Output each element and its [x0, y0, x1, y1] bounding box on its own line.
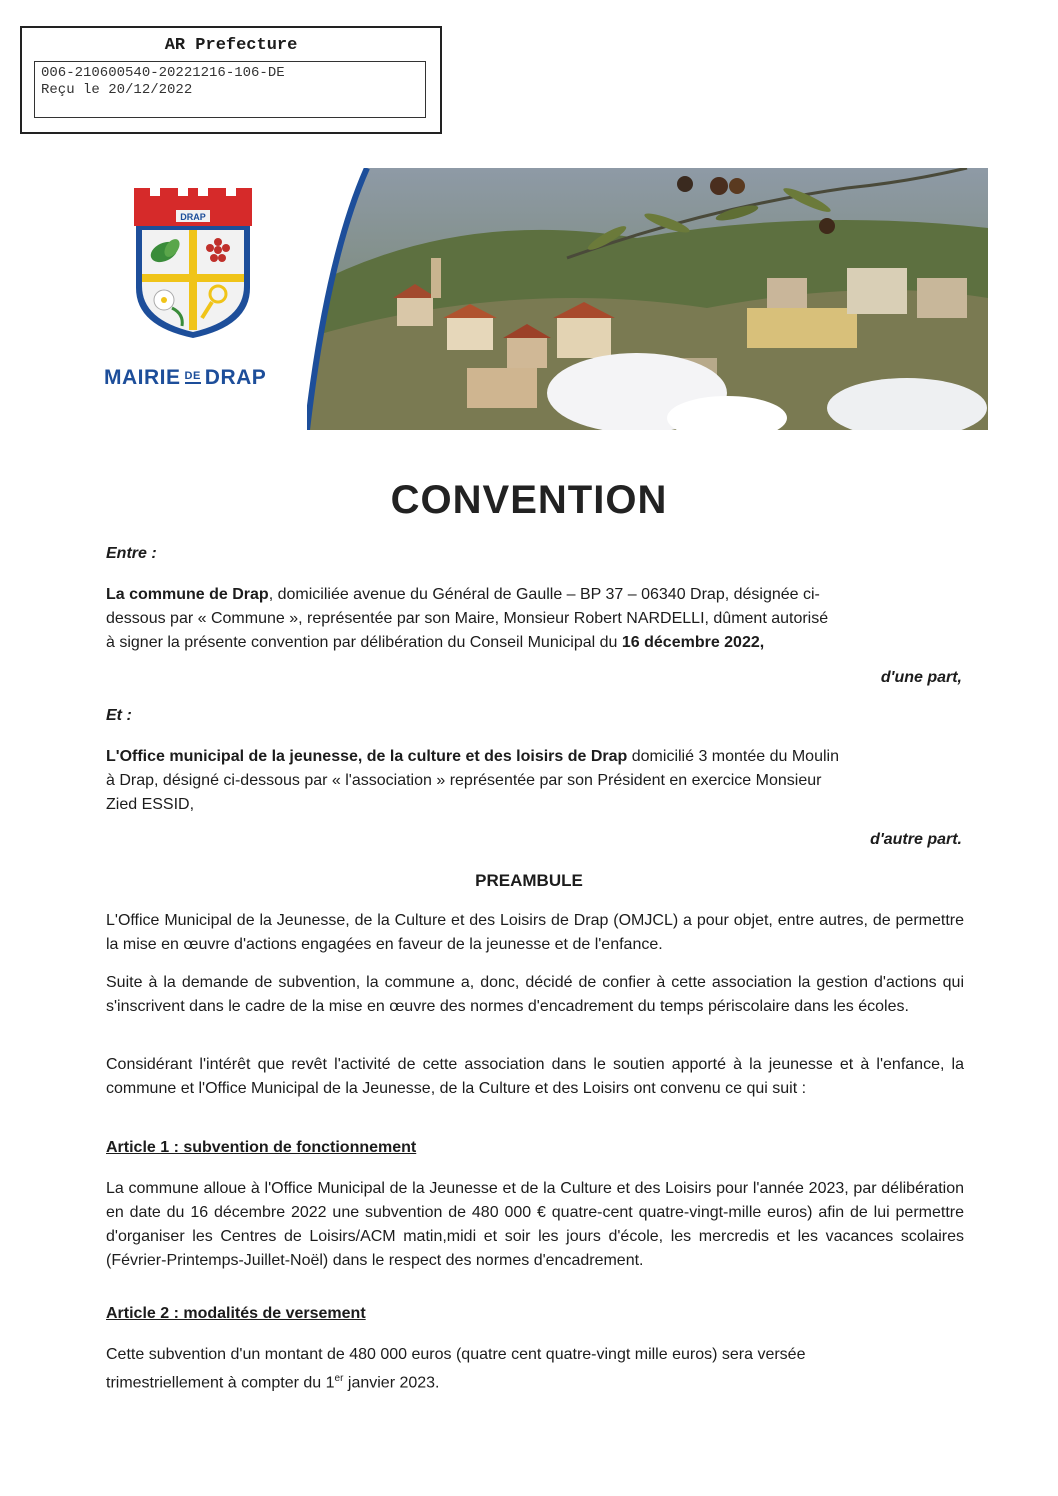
party2-line2: à Drap, désigné ci-dessous par « l'association » représentée par son Président en exercice Monsieur — [106, 772, 822, 789]
dautre-part: d'autre part. — [870, 831, 962, 848]
party1-line3: à signer la présente convention par délibération du Conseil Municipal du 16 décembre 2022, — [106, 634, 765, 651]
party1-line2: dessous par « Commune », représentée par son Maire, Monsieur Robert NARDELLI, dûment autorisé — [106, 610, 829, 627]
entre-label: Entre : — [106, 545, 157, 562]
preambule-paragraph-1: L'Office Municipal de la Jeunesse, de la Culture et des Loisirs de Drap (OMJCL) a pour objet, entre autres, de permettre la mise en œuvre d'actions engagées en faveur de la jeunesse et de l'enfance. — [106, 912, 964, 953]
article-2-title: Article 2 : modalités de versement — [106, 1305, 366, 1322]
wordmark-mairie: MAIRIE — [104, 366, 181, 389]
article-2-line1: Cette subvention d'un montant de 480 000 euros (quatre cent quatre-vingt mille euros) sera versée — [106, 1346, 806, 1363]
party1-name: La commune de Drap — [106, 586, 269, 603]
village-banner-photo — [307, 168, 988, 430]
preambule-paragraph-3: Considérant l'intérêt que revêt l'activité de cette association dans le soutien apporté à la jeunesse et à l'enfance, la commune et l'Office Municipal de la Jeunesse, de la Culture et des Loisirs ont convenu ce qui suit : — [106, 1056, 964, 1097]
mairie-de-drap-wordmark — [104, 366, 266, 390]
wordmark-de: DE — [184, 370, 201, 382]
prefecture-stamp — [20, 26, 442, 134]
et-label: Et : — [106, 707, 132, 724]
dune-part: d'une part, — [880, 669, 962, 686]
stamp-reference: 006-210600540-20221216-106-DE — [41, 65, 285, 81]
stamp-title: AR Prefecture — [164, 36, 298, 55]
preambule-title: PREAMBULE — [475, 871, 583, 890]
party1-line1: La commune de Drap, domiciliée avenue du Général de Gaulle – BP 37 – 06340 Drap, désignée ci- — [106, 586, 820, 603]
party2-line1: L'Office municipal de la jeunesse, de la culture et des loisirs de Drap domicilié 3 montée du Moulin — [106, 748, 839, 765]
deliberation-date: 16 décembre 2022, — [621, 634, 765, 651]
preambule-paragraph-2: Suite à la demande de subvention, la commune a, donc, décidé de confier à cette association la gestion d'actions qui s'inscrivent dans le cadre de la mise en œuvre des normes d'encadrement du temps périscolaire dans les écoles. — [106, 974, 964, 1015]
article-2-line2: trimestriellement à compter du 1er janvier 2023. — [106, 1373, 440, 1392]
party2-line3: Zied ESSID, — [106, 796, 195, 813]
stamp-received-date: Reçu le 20/12/2022 — [41, 82, 193, 98]
stamp-box — [34, 61, 426, 118]
article-1-text: La commune alloue à l'Office Municipal de la Jeunesse et de la Culture et des Loisirs pour l'année 2023, par délibération en date du 16 décembre 2022 une subvention de 480 000 € quatre-cent quatre-vingt-mille euros) afin de lui permettre d'organiser les Centres de Loisirs/ACM matin,midi et soir les jours d'école, les mercredis et les vacances scolaires (Février-Printemps-Juillet-Noël) dans le respect des normes d'encadrement. — [106, 1180, 964, 1269]
document-title: CONVENTION — [390, 478, 668, 522]
drap-crest-logo — [132, 188, 254, 340]
crest-label: DRAP — [180, 212, 206, 222]
wordmark-drap: DRAP — [204, 366, 267, 389]
article-1-title: Article 1 : subvention de fonctionnement — [106, 1139, 417, 1156]
party2-name: L'Office municipal de la jeunesse, de la culture et des loisirs de Drap — [106, 748, 628, 765]
